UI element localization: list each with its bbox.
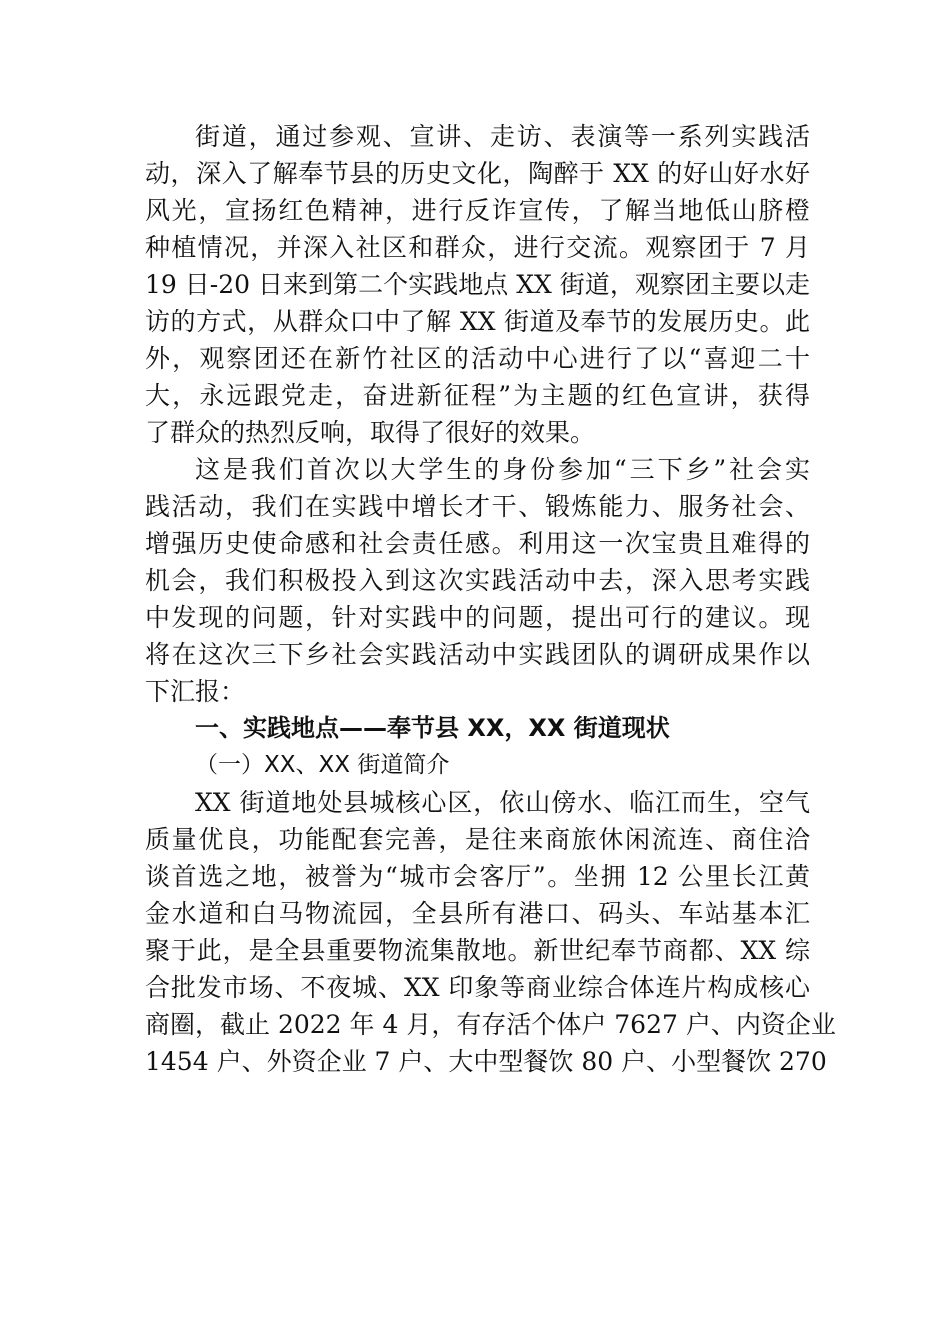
paragraph-2	[145, 451, 810, 710]
text-line: 机会，我们积极投入到这次实践活动中去，深入思考实践	[145, 566, 810, 595]
text-line: 外，观察团还在新竹社区的活动中心进行了以“喜迎二十	[145, 344, 810, 373]
text-line: 动，深入了解奉节县的历史文化，陶醉于 XX 的好山好水好	[145, 159, 810, 188]
text-line: 谈首选之地，被誉为“城市会客厅”。坐拥 12 公里长江黄	[145, 862, 810, 891]
text-line: 了群众的热烈反响，取得了很好的效果。	[145, 418, 596, 447]
text-line: 商圈，截止 2022 年 4 月，有存活个体户 7627 户、内资企业	[145, 1010, 836, 1039]
paragraph-1	[145, 118, 810, 451]
document-body	[145, 118, 836, 1080]
text-line: 聚于此，是全县重要物流集散地。新世纪奉节商都、XX 综	[145, 936, 810, 965]
text-line: 质量优良，功能配套完善，是往来商旅休闲流连、商住洽	[145, 825, 810, 854]
text-line: 合批发市场、不夜城、XX 印象等商业综合体连片构成核心	[145, 973, 810, 1002]
text-line: XX 街道地处县城核心区，依山傍水、临江而生，空气	[195, 788, 810, 817]
text-line: 这是我们首次以大学生的身份参加“三下乡”社会实	[195, 455, 810, 484]
subsection-heading: （一）XX、XX 街道简介	[195, 752, 450, 778]
text-line: 风光，宣扬红色精神，进行反诈宣传，了解当地低山脐橙	[145, 196, 810, 225]
text-line: 1454 户、外资企业 7 户、大中型餐饮 80 户、小型餐饮 270	[145, 1047, 827, 1076]
text-line: 中发现的问题，针对实践中的问题，提出可行的建议。现	[145, 603, 810, 632]
text-line: 访的方式，从群众口中了解 XX 街道及奉节的发展历史。此	[145, 307, 810, 336]
text-line: 街道，通过参观、宣讲、走访、表演等一系列实践活	[195, 122, 810, 151]
text-line: 19 日-20 日来到第二个实践地点 XX 街道，观察团主要以走	[145, 270, 810, 299]
text-line: 将在这次三下乡社会实践活动中实践团队的调研成果作以	[145, 640, 810, 669]
text-line: 大，永远跟党走，奋进新征程”为主题的红色宣讲，获得	[145, 381, 810, 410]
paragraph-3	[145, 784, 836, 1080]
text-line: 种植情况，并深入社区和群众，进行交流。观察团于 7 月	[145, 233, 810, 262]
text-line: 金水道和白马物流园，全县所有港口、码头、车站基本汇	[145, 899, 810, 928]
text-line: 践活动，我们在实践中增长才干、锻炼能力、服务社会、	[145, 492, 810, 521]
text-line: 下汇报：	[145, 677, 246, 706]
text-line: 增强历史使命感和社会责任感。利用这一次宝贵且难得的	[145, 529, 810, 558]
section-heading: 一、实践地点——奉节县 XX，XX 街道现状	[195, 714, 670, 742]
